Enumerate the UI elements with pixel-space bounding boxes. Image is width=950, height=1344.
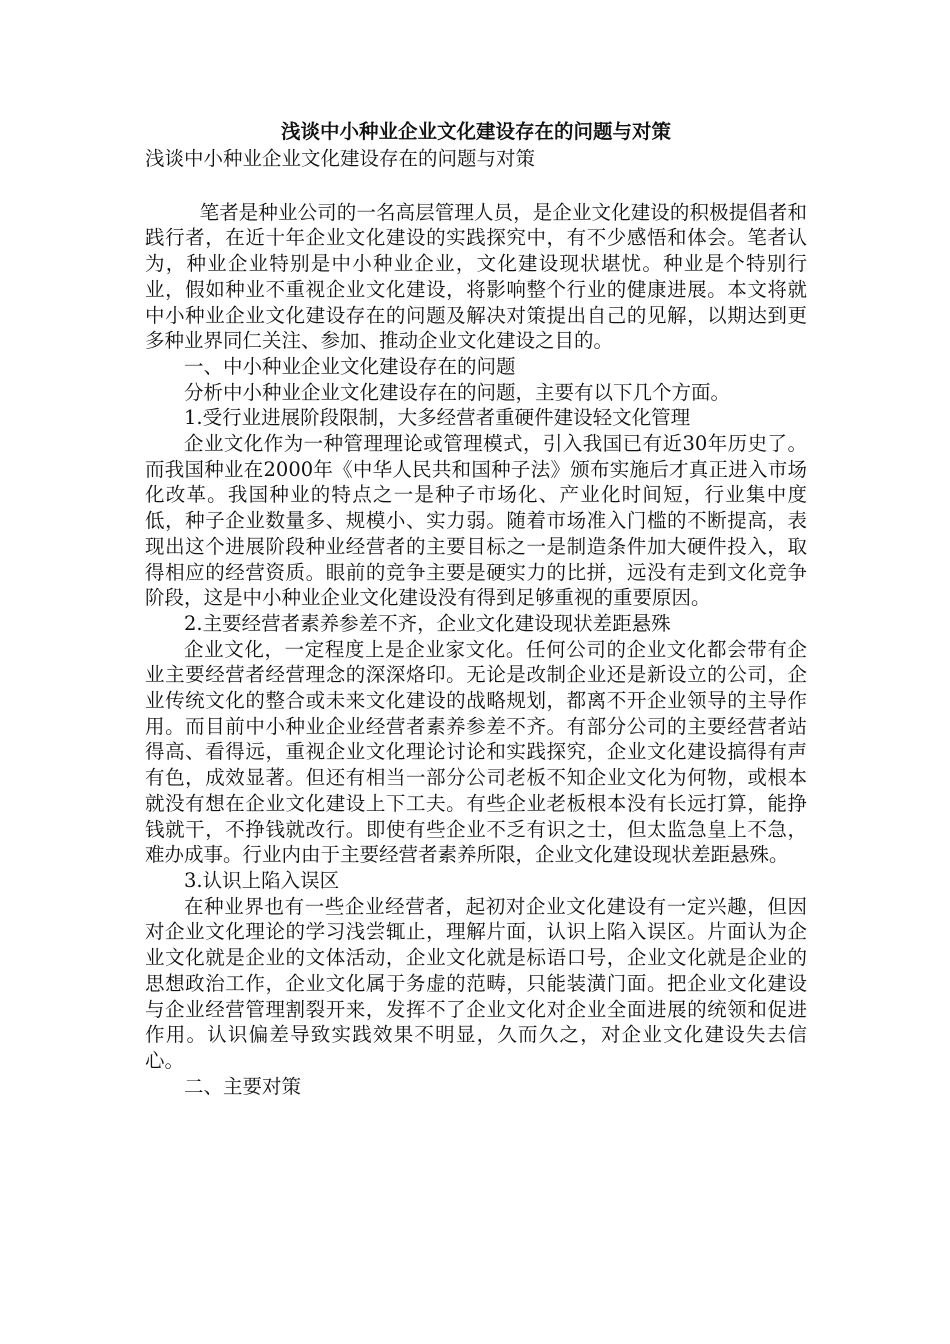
document-page — [145, 118, 807, 1099]
section-1-intro: 分析中小种业企业文化建设存在的问题，主要有以下几个方面。 — [184, 380, 731, 404]
intro-paragraph: 笔者是种业公司的一名高层管理人员，是企业文化建设的积极提倡者和践行者，在近十年企业文化建设的实践探究中，有不少感悟和体会。笔者认为，种业企业特别是中小种业企业，文化建设现状堪忧。种业是个特别行业，假如种业不重视企业文化建设，将影响整个行业的健康进展。本文将就中小种业企业文化建设存在的问题及解决对策提出自己的见解，以期达到更多种业界同仁关注、参加、推动企业文化建设之目的。 — [145, 200, 807, 353]
document-subtitle: 浅谈中小种业企业文化建设存在的问题与对策 — [145, 147, 536, 170]
point-1-body: 企业文化作为一种管理理论或管理模式，引入我国已有近30年历史了。而我国种业在2000年《中华人民共和国种子法》颁布实施后才真正进入市场化改革。我国种业的特点之一是种子市场化、产业化时间短，行业集中度低，种子企业数量多、规模小、实力弱。随着市场准入门槛的不断提高，表现出这个进展阶段种业经营者的主要目标之一是制造条件加大硬件投入，取得相应的经营资质。眼前的竞争主要是硬实力的比拼，远没有走到文化竞争阶段，这是中小种业企业文化建设没有得到足够重视的重要原因。 — [145, 432, 807, 610]
document-title: 浅谈中小种业企业文化建设存在的问题与对策 — [280, 120, 671, 143]
point-3-heading: 3.认识上陷入误区 — [184, 868, 340, 892]
point-3-body: 在种业界也有一些企业经营者，起初对企业文化建设有一定兴趣，但因对企业文化理论的学习浅尝辄止，理解片面，认识上陷入误区。片面认为企业文化就是企业的文体活动，企业文化就是标语口号，企业文化就是企业的思想政治工作，企业文化属于务虚的范畴，只能装潢门面。把企业文化建设与企业经营管理割裂开来，发挥不了企业文化对企业全面进展的统领和促进作用。认识偏差导致实践效果不明显，久而久之，对企业文化建设失去信心。 — [145, 894, 807, 1072]
point-2-heading: 2.主要经营者素养参差不齐，企业文化建设现状差距悬殊 — [184, 611, 671, 635]
section-2-heading: 二、主要对策 — [184, 1074, 302, 1098]
point-1-heading: 1.受行业进展阶段限制，大多经营者重硬件建设轻文化管理 — [184, 406, 691, 430]
section-1-heading: 一、中小种业企业文化建设存在的问题 — [184, 354, 516, 378]
point-2-body: 企业文化，一定程度上是企业家文化。任何公司的企业文化都会带有企业主要经营者经营理念的深深烙印。无论是改制企业还是新设立的公司，企业传统文化的整合或未来文化建设的战略规划，都离不开企业领导的主导作用。而目前中小种业企业经营者素养参差不齐。有部分公司的主要经营者站得高、看得远，重视企业文化理论讨论和实践探究，企业文化建设搞得有声有色，成效显著。但还有相当一部分公司老板不知企业文化为何物，或根本就没有想在企业文化建设上下工夫。有些企业老板根本没有长远打算，能挣钱就干，不挣钱就改行。即使有些企业不乏有识之士，但太监急皇上不急，难办成事。行业内由于主要经营者素养所限，企业文化建设现状差距悬殊。 — [145, 637, 807, 867]
